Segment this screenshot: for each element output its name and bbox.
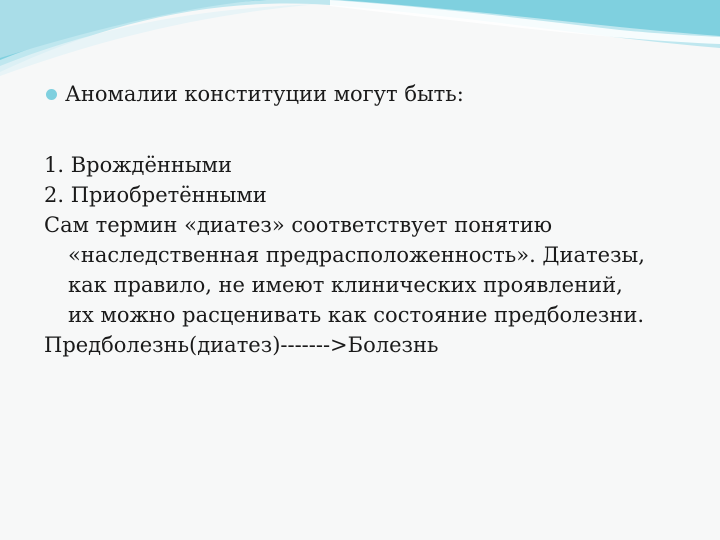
bullet-dot-icon xyxy=(46,89,57,100)
body-text xyxy=(44,150,704,360)
list-item-1: 1. Врождёнными xyxy=(44,153,232,177)
bullet-item xyxy=(46,82,464,106)
list-item-2: 2. Приобретёнными xyxy=(44,183,267,207)
paragraph-line-4: их можно расценивать как состояние предболезни. xyxy=(68,303,645,327)
paragraph-line-2: «наследственная предрасположенность». Диатезы, xyxy=(68,243,645,267)
paragraph-line-3: как правило, не имеют клинических проявлений, xyxy=(68,273,623,297)
paragraph-line-1: Сам термин «диатез» соответствует понятию xyxy=(44,213,552,237)
progression-line: Предболезнь(диатез)------->Болезнь xyxy=(44,333,439,357)
bullet-text: Аномалии конституции могут быть: xyxy=(65,82,464,106)
